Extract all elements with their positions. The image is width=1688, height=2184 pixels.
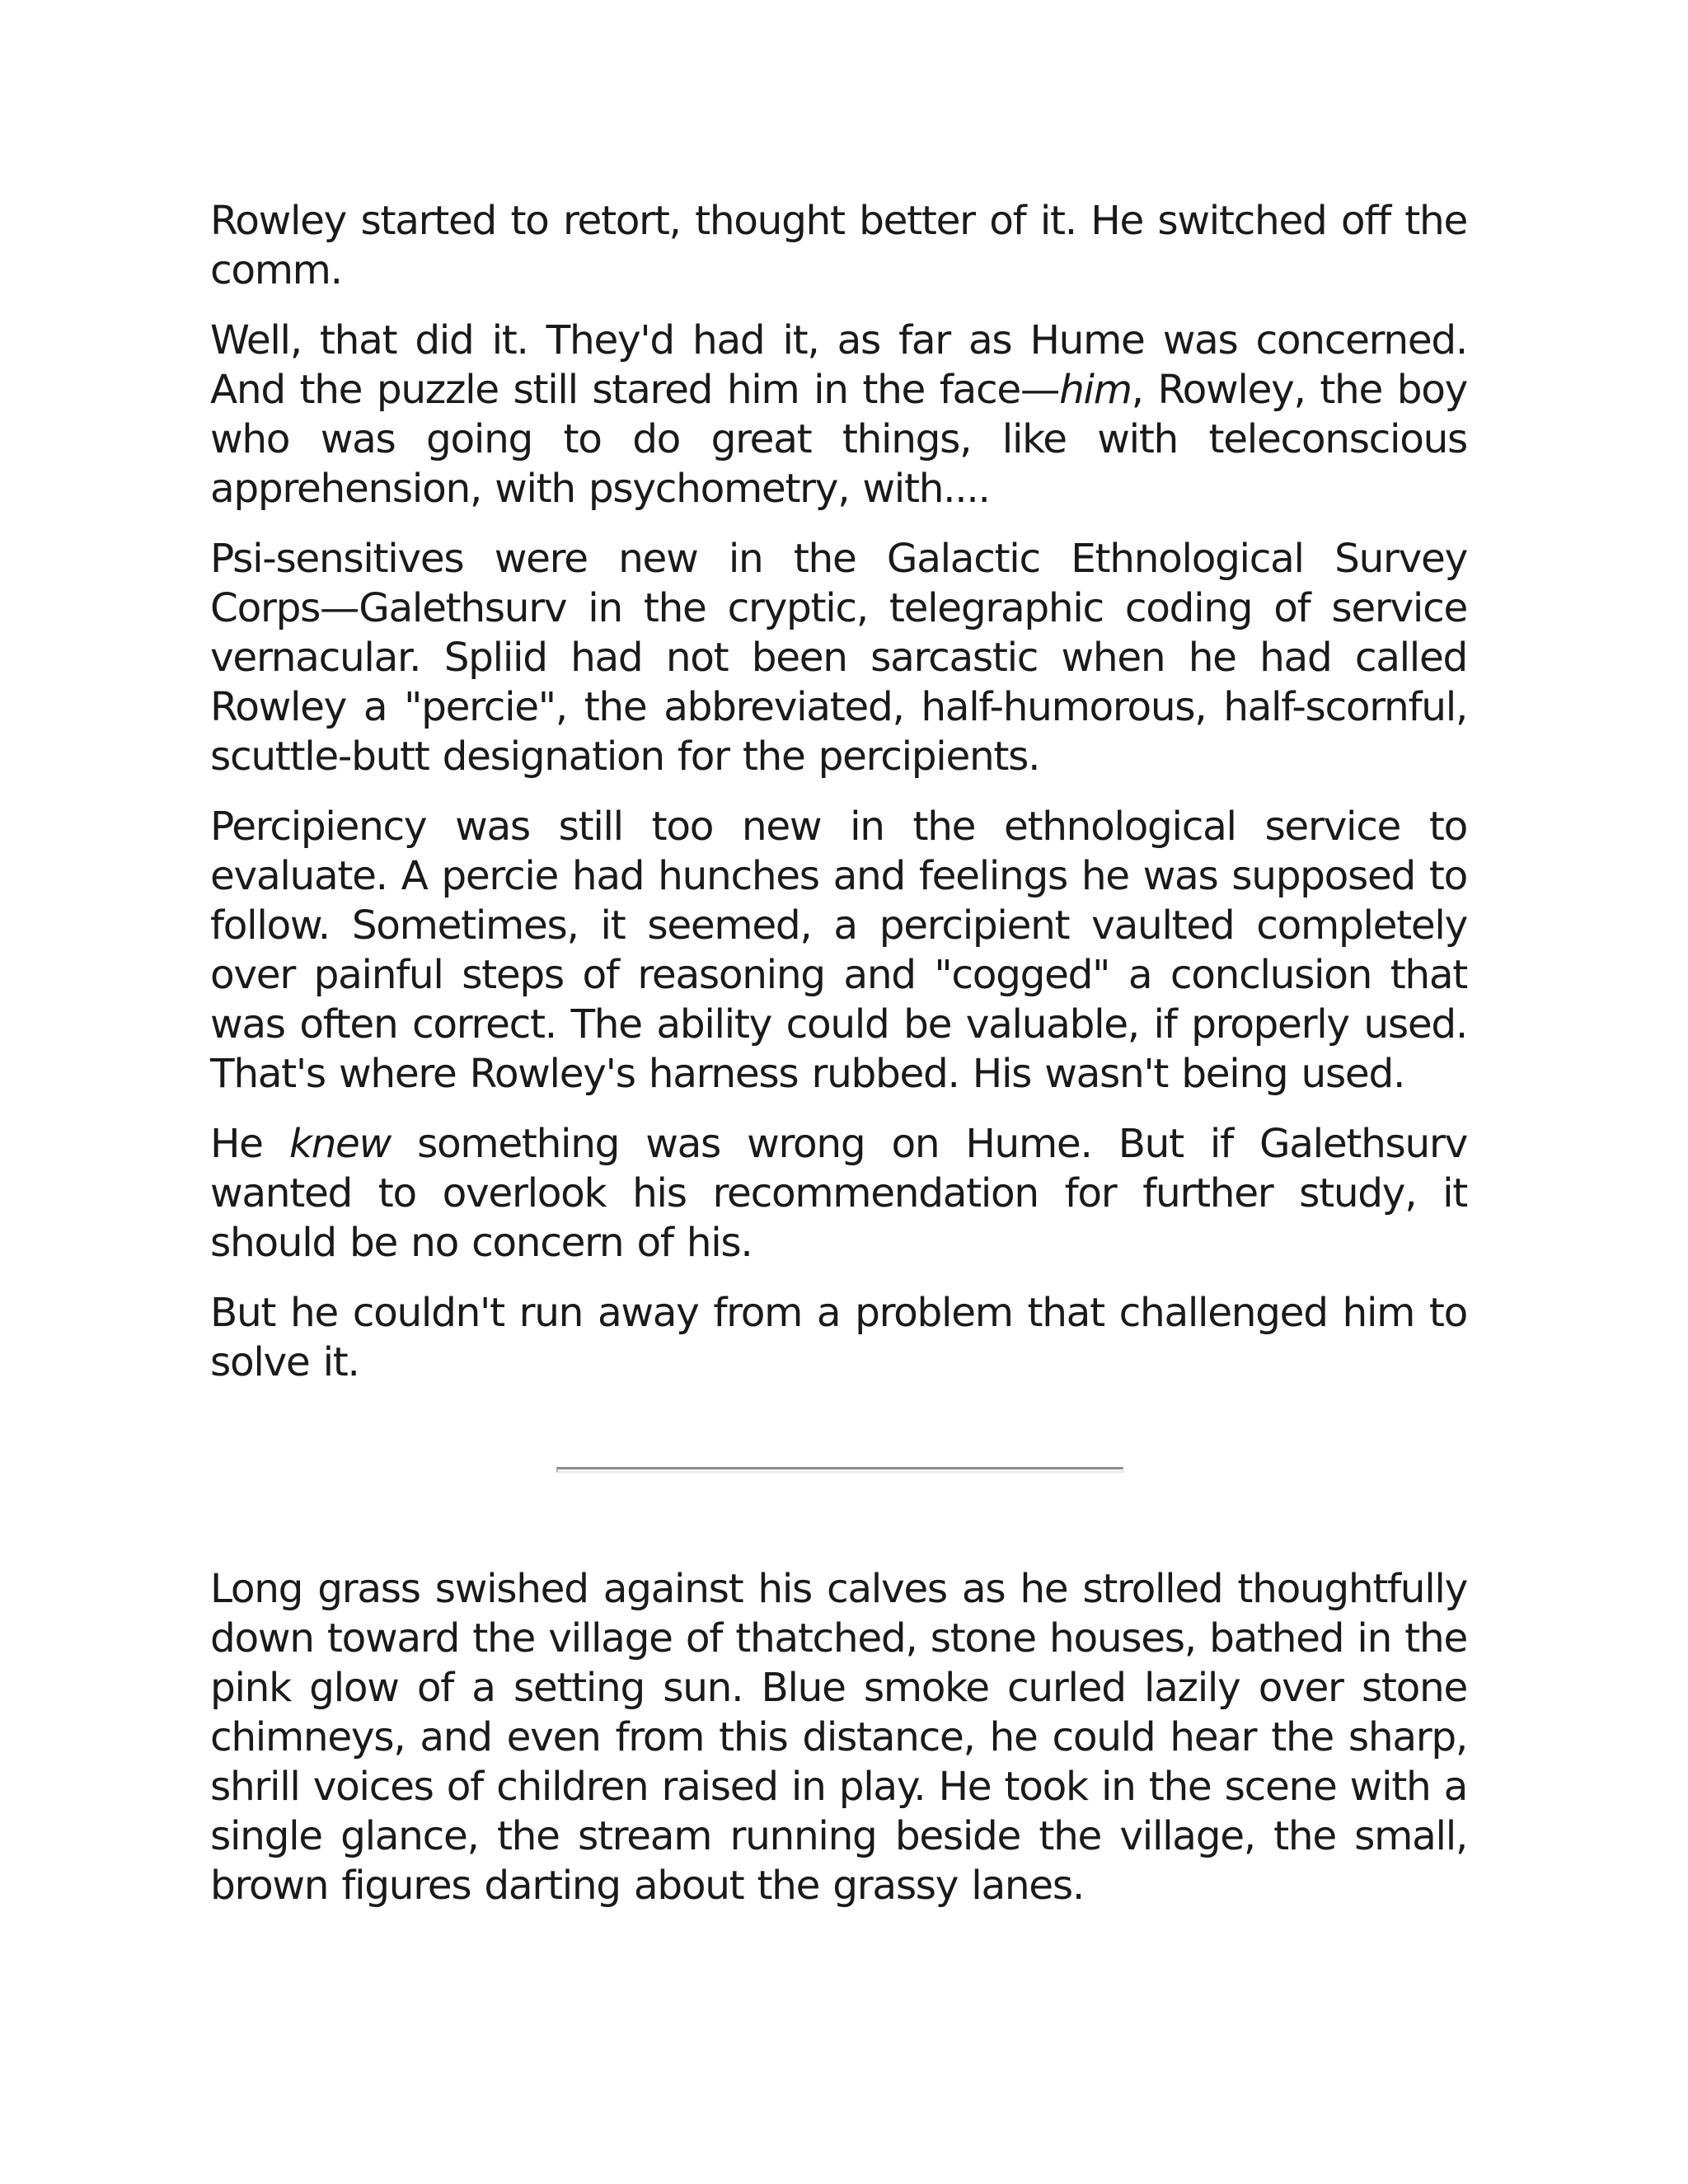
paragraph	[210, 316, 1467, 513]
text-run: , Rowley, the boy who was going to do great things, like with teleconscious apprehension, with psychometry, with....	[210, 367, 1467, 512]
paragraph	[210, 196, 1467, 295]
text-run: Psi-sensitives were new in the Galactic Ethnological Survey Corps—Galethsurv in the cryptic, telegraphic coding of service vernacular. Spliid had not been sarcastic when he had called Rowley a "percie", the abbreviated, half-humorous, half-scornful, scuttle-butt designation for the percipients.	[210, 536, 1467, 780]
text-run: Well, that did it. They'd had it, as far as Hume was concerned. And the puzzle still stared him in the face—	[210, 317, 1467, 413]
italic-text: him	[1059, 367, 1132, 413]
text-run: But he couldn't run away from a problem that challenged him to solve it.	[210, 1290, 1467, 1385]
text-run: He	[210, 1121, 289, 1167]
paragraph	[210, 1564, 1467, 1910]
text-section-2	[210, 1564, 1467, 1931]
paragraph	[210, 1288, 1467, 1387]
text-run: something was wrong on Hume. But if Galethsurv wanted to overlook his recommendation for further study, it should be no concern of his.	[210, 1121, 1467, 1266]
document-page	[210, 196, 1467, 1909]
text-run: Percipiency was still too new in the ethnological service to evaluate. A percie had hunches and feelings he was supposed to follow. Sometimes, it seemed, a percipient vaulted completely over painful steps of reasoning and "cogged" a conclusion that was often correct. The ability could be valuable, if properly used. That's where Rowley's harness rubbed. His wasn't being used.	[210, 804, 1467, 1097]
text-section-1	[210, 196, 1467, 1387]
paragraph	[210, 534, 1467, 781]
paragraph	[210, 802, 1467, 1099]
text-run: Long grass swished against his calves as he strolled thoughtfully down toward the village of thatched, stone houses, bathed in the pink glow of a setting sun. Blue smoke curled lazily over stone chimneys, and even from this distance, he could hear the sharp, shrill voices of children raised in play. He took in the scene with a single glance, the stream running beside the village, the small, brown figures darting about the grassy lanes.	[210, 1566, 1467, 1909]
text-run: Rowley started to retort, thought better of it. He switched off the comm.	[210, 198, 1467, 293]
horizontal-rule	[556, 1467, 1123, 1473]
section-divider	[210, 1467, 1467, 1483]
italic-text: knew	[288, 1121, 391, 1167]
paragraph	[210, 1119, 1467, 1268]
